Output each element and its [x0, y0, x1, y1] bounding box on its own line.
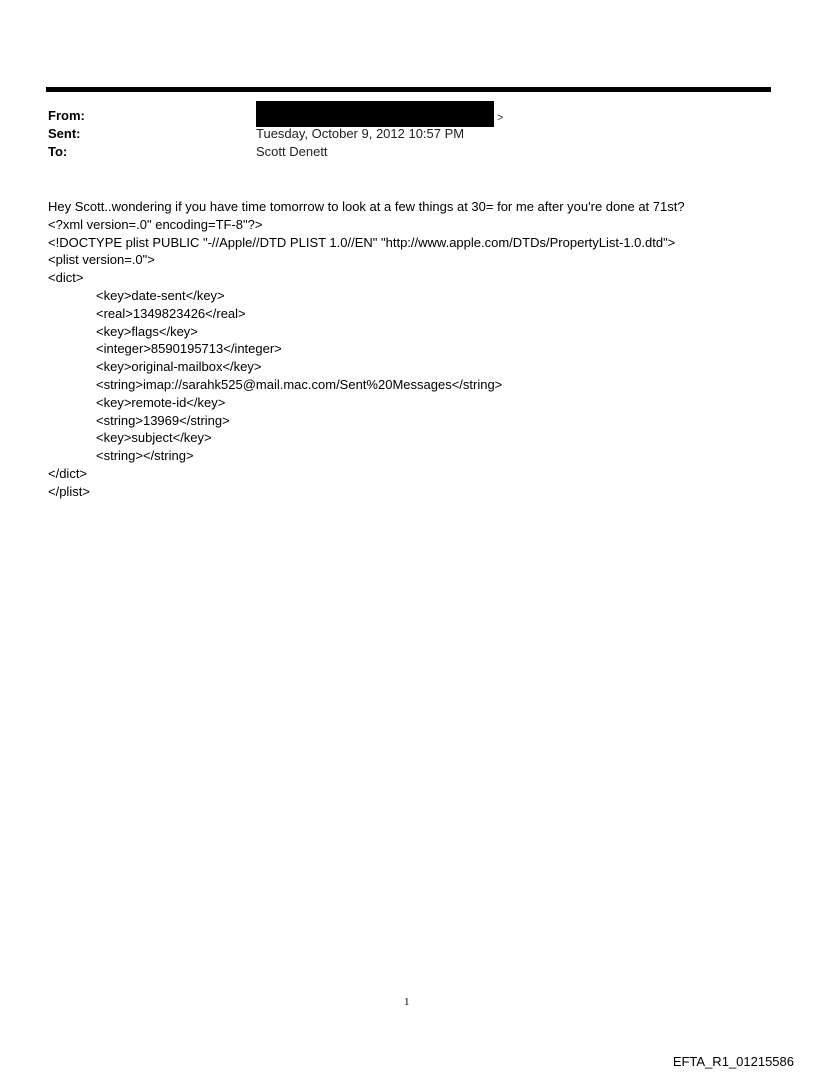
bates-number: EFTA_R1_01215586 [672, 1054, 794, 1069]
sent-row [48, 125, 768, 143]
email-body [48, 198, 788, 501]
redaction-box [256, 101, 494, 127]
dict-line: <key>flags</key> [96, 323, 198, 339]
closing-line: </dict> [48, 465, 88, 481]
dict-line: <key>subject</key> [96, 430, 212, 446]
body-line: <plist version=.0"> [48, 252, 155, 268]
from-row [48, 107, 768, 125]
dict-line: <integer>8590195713</integer> [96, 341, 282, 357]
dict-line: <real>1349823426</real> [96, 305, 246, 321]
from-value-tail: > [497, 112, 504, 124]
body-intro: Hey Scott..wondering if you have time tomorrow to look at a few things at 30= for me after you're done at 71st? [48, 199, 685, 214]
dict-line: <key>remote-id</key> [96, 394, 226, 410]
closing-line: </plist> [48, 483, 90, 499]
page-number: 1 [404, 996, 410, 1008]
sent-value: Tuesday, October 9, 2012 10:57 PM [256, 126, 465, 141]
sent-label: Sent: [48, 126, 81, 141]
dict-line: <string></string> [96, 448, 194, 464]
body-line: <?xml version=.0" encoding=TF-8"?> [48, 216, 263, 232]
from-label: From: [48, 108, 85, 123]
to-row [48, 143, 768, 161]
to-label: To: [48, 144, 68, 159]
body-line: <!DOCTYPE plist PUBLIC "-//Apple//DTD PLIST 1.0//EN" "http://www.apple.com/DTDs/PropertyList-1.0.dtd"> [48, 234, 676, 250]
body-line: <dict> [48, 270, 84, 286]
dict-line: <key>date-sent</key> [96, 287, 225, 303]
dict-line: <string>imap://sarahk525@mail.mac.com/Sent%20Messages</string> [96, 376, 503, 392]
to-value: Scott Denett [256, 144, 328, 159]
email-header [48, 107, 768, 161]
dict-line: <key>original-mailbox</key> [96, 359, 262, 375]
header-rule [46, 87, 771, 92]
dict-line: <string>13969</string> [96, 412, 230, 428]
